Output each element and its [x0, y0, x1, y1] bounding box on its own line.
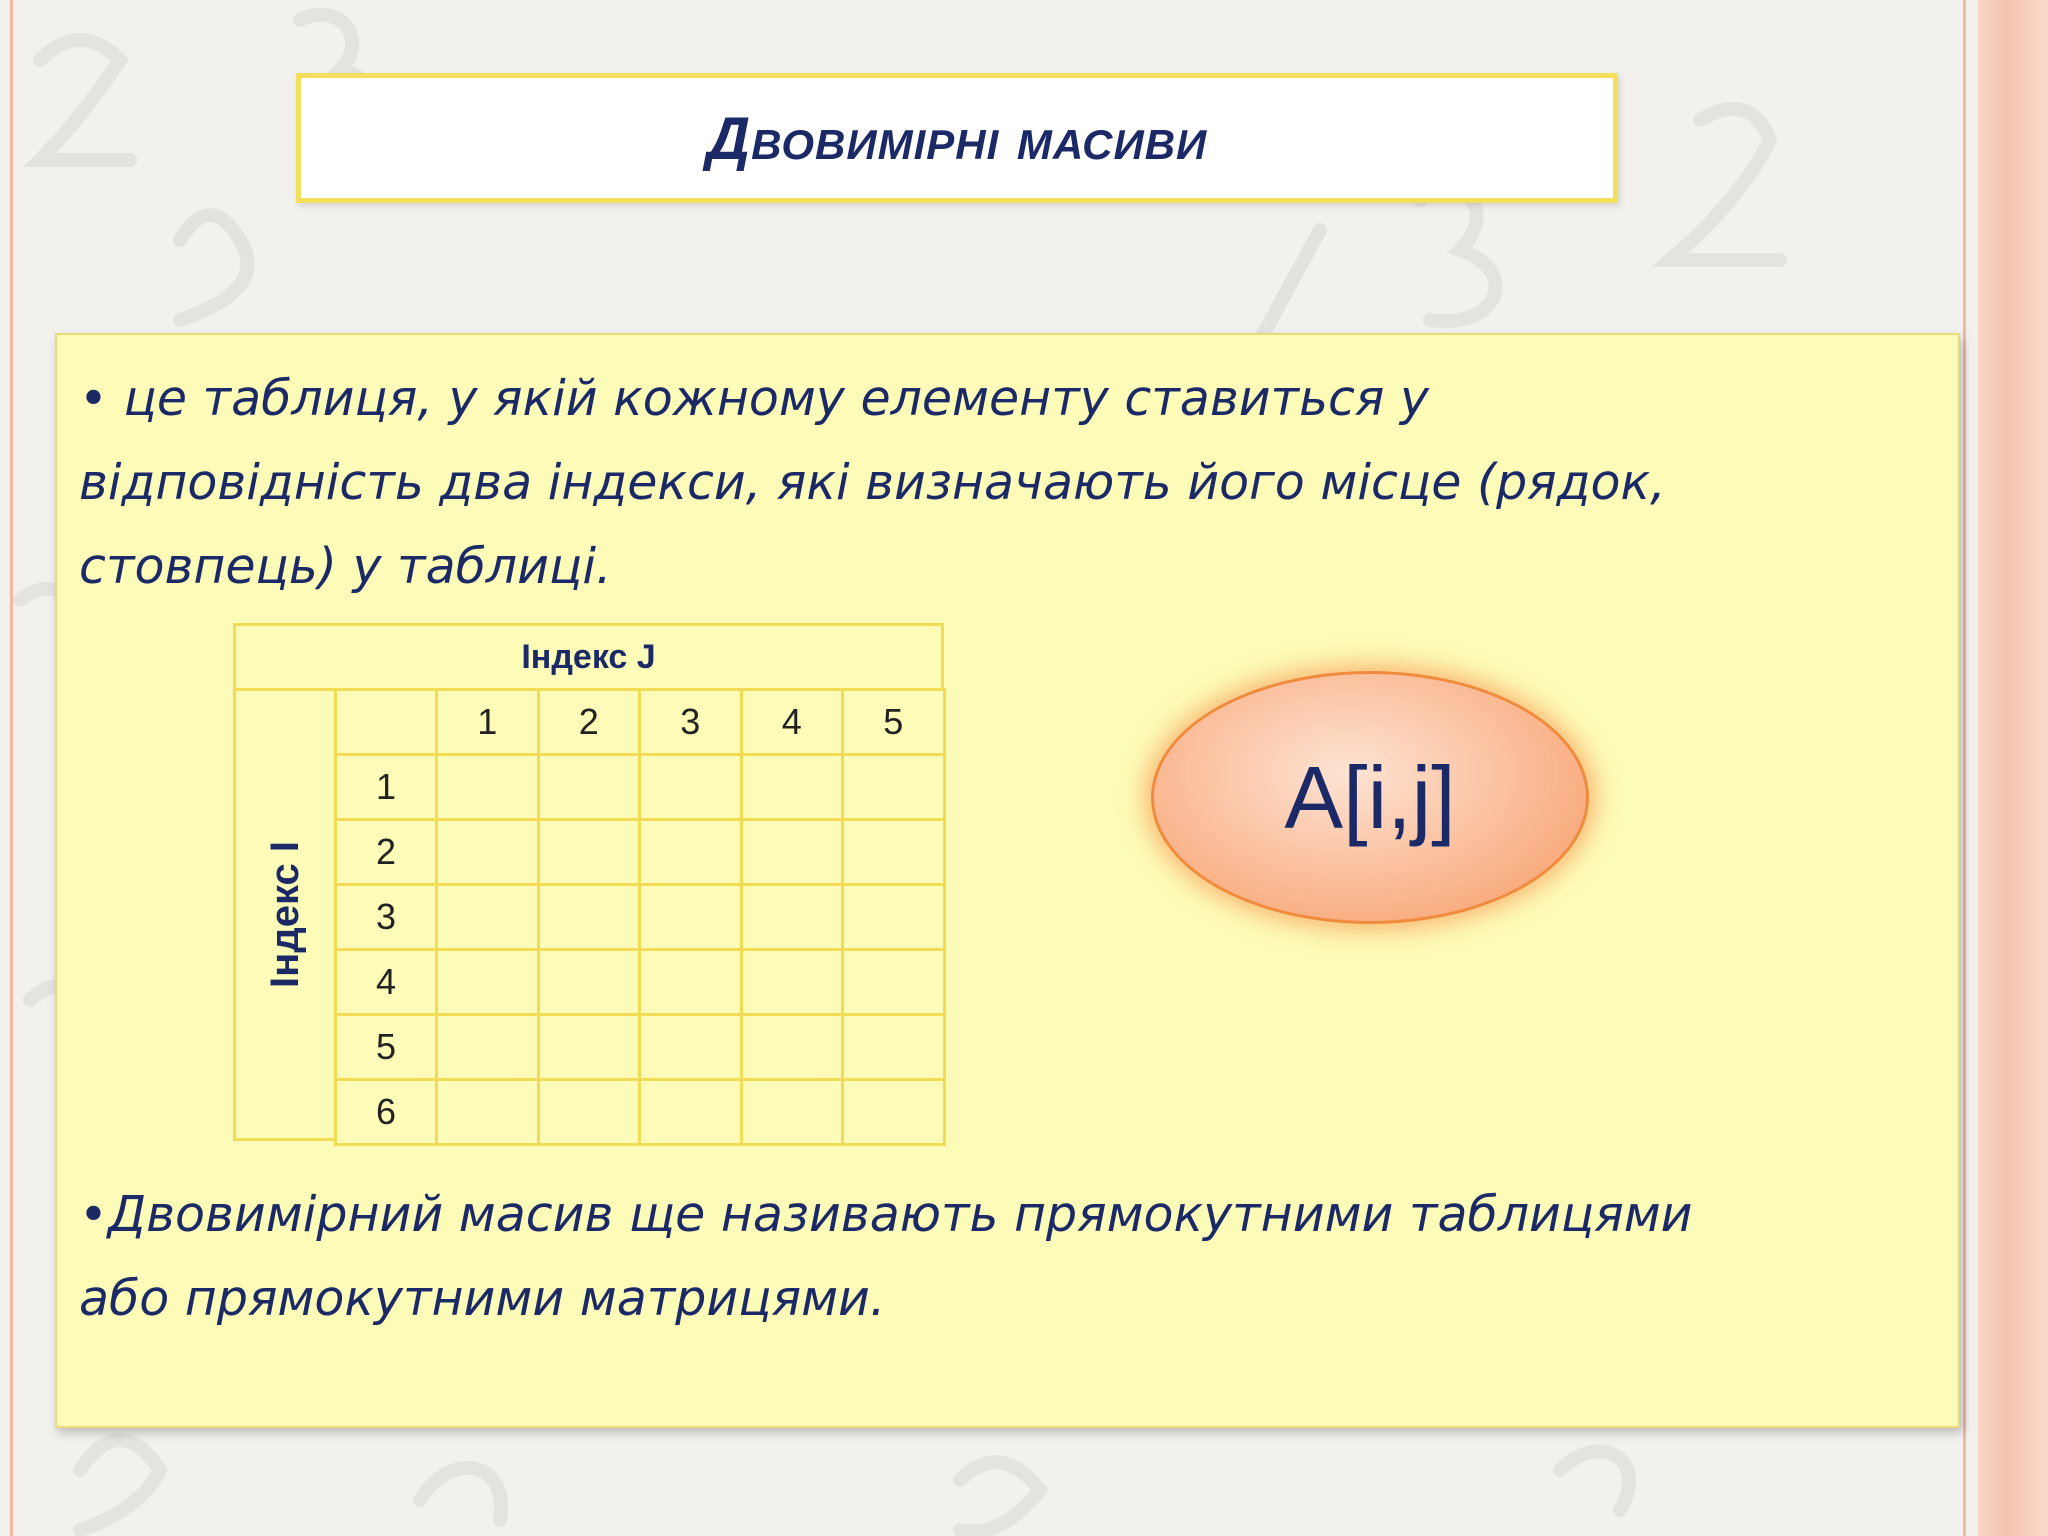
table-cell — [435, 753, 540, 821]
table-cell — [841, 883, 946, 951]
left-border-line — [10, 0, 13, 1536]
table-cell — [638, 753, 743, 821]
row-index-cell: 5 — [334, 1013, 438, 1081]
table-cell — [537, 1078, 642, 1146]
row-index-cell: 4 — [334, 948, 438, 1016]
table-cell — [435, 1078, 540, 1146]
table-cell — [638, 948, 743, 1016]
table-cell — [537, 1013, 642, 1081]
table-cell — [740, 948, 845, 1016]
table-cell — [638, 1013, 743, 1081]
table-cell — [740, 1078, 845, 1146]
notation-oval — [1151, 671, 1589, 924]
table-cell — [740, 818, 845, 886]
column-index-header — [233, 623, 944, 691]
table-cell — [740, 753, 845, 821]
definition-paragraph: • це таблиця, у якій кожному елементу ставиться у відповідність два індекси, які визначають його місце (рядок, стовпець) у таблиці. — [79, 370, 1666, 595]
table-cell — [841, 948, 946, 1016]
row-index-cell: 1 — [334, 753, 438, 821]
table-cell — [740, 883, 845, 951]
column-index-cell: 3 — [638, 688, 743, 756]
corner-cell — [334, 688, 438, 756]
slide-title: Двовимірні масиви — [706, 104, 1208, 172]
column-index-cell: 4 — [740, 688, 845, 756]
table-cell — [537, 948, 642, 1016]
table-cell — [435, 883, 540, 951]
row-index-cell: 6 — [334, 1078, 438, 1146]
column-index-cell: 5 — [841, 688, 946, 756]
table-cell — [638, 1078, 743, 1146]
row-index-cell: 2 — [334, 818, 438, 886]
row-index-cell: 3 — [334, 883, 438, 951]
column-index-cell: 1 — [435, 688, 540, 756]
content-box — [55, 333, 1960, 1428]
row-index-header-text: Індекс І — [262, 841, 307, 988]
table-cell — [638, 883, 743, 951]
column-index-cell: 2 — [537, 688, 642, 756]
table-cell — [537, 753, 642, 821]
table-cell — [740, 1013, 845, 1081]
title-box — [296, 73, 1618, 203]
notation-text: A[i,j] — [1284, 747, 1456, 847]
table-cell — [841, 1013, 946, 1081]
index-table — [233, 623, 944, 1141]
right-border-line — [1963, 0, 1966, 1536]
table-cell — [537, 883, 642, 951]
column-index-header-text: Індекс J — [521, 637, 656, 676]
table-cell — [638, 818, 743, 886]
table-cell — [435, 1013, 540, 1081]
table-cell — [841, 753, 946, 821]
table-cell — [537, 818, 642, 886]
table-cell — [841, 818, 946, 886]
table-cell — [841, 1078, 946, 1146]
table-cell — [435, 818, 540, 886]
synonym-paragraph: •Двовимірний масив ще називають прямокутними таблицями або прямокутними матрицями. — [79, 1186, 1693, 1327]
right-decor-band — [1978, 0, 2048, 1536]
table-cell — [435, 948, 540, 1016]
row-index-header — [233, 688, 337, 1141]
